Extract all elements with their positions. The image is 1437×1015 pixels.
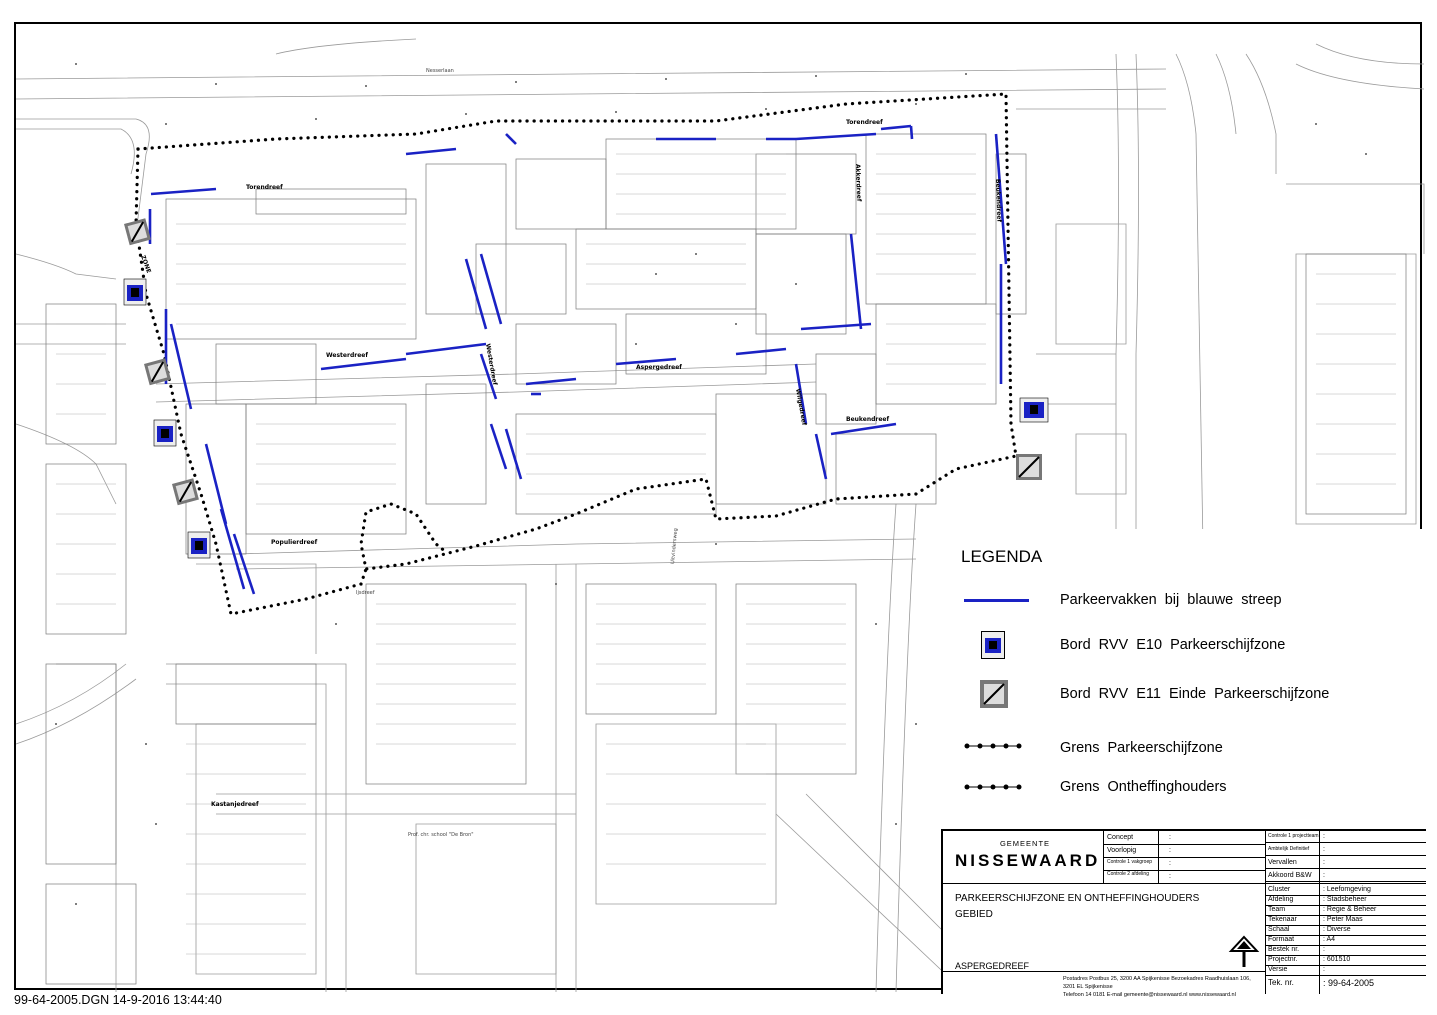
legend-item-zone-boundary: Grens Parkeerschijfzone [1060,740,1223,756]
svg-text:Wilgedreef: Wilgedreef [794,388,808,426]
sign-e11-icon [980,680,1008,708]
svg-text:Uitvindersweg: Uitvindersweg [670,528,680,565]
field-value: : [1323,846,1325,853]
field-value: : [1323,872,1325,879]
field-label: Projectnr. [1268,956,1298,963]
svg-text:Torendreef: Torendreef [246,184,283,191]
field-label: Versie [1268,966,1288,973]
legend-item-e10: Bord RVV E10 Parkeerschijfzone [1060,637,1286,653]
field-label: Akkoord B&W [1268,872,1312,879]
svg-text:Populierdreef: Populierdreef [271,539,318,546]
status-concept: Concept [1107,834,1134,841]
contact-footer: Postadres Postbus 25, 3200 AA Spijkenisse Bezoekadres Raadhuislaan 106, 3201 EL Spijkenisse Telefoon 14 0181 E-mail gemeente@nissewaard.nl www.nissewaard.nl [1063,976,1251,998]
svg-text:Westerdreef: Westerdreef [326,352,368,359]
field-value: : Stadsbeheer [1323,896,1367,903]
svg-text:ZONE: ZONE [139,254,153,275]
area-name: ASPERGEDREEF [955,961,1030,971]
legend-item-parking: Parkeervakken bij blauwe streep [1060,592,1282,608]
field-label: Team [1268,906,1286,913]
field-divider [1265,855,1426,856]
field-divider [1265,842,1426,843]
file-stamp: 99-64-2005.DGN 14-9-2016 13:44:40 [14,993,222,1007]
field-value: : Diverse [1323,926,1351,933]
field-label: Vervallen [1268,859,1297,866]
org-logo: GEMEENTE NISSEWAARD [955,839,1101,870]
map-frame [14,22,1422,998]
legend-item-e11: Bord RVV E11 Einde Parkeerschijfzone [1060,686,1330,702]
svg-text:Beukendreef: Beukendreef [994,178,1003,223]
svg-text:Nesserlaan: Nesserlaan [426,68,454,74]
field-divider [1265,975,1426,976]
field-value: : 99-64-2005 [1323,978,1375,988]
svg-text:Kastanjedreef: Kastanjedreef [211,801,259,808]
field-label: Ambtelijk Definitief [1268,846,1310,852]
svg-text:Aspergedreef: Aspergedreef [636,364,682,371]
dotted-line-icon [964,741,1024,751]
field-divider [1265,868,1426,869]
signs-e11 [124,218,1042,505]
field-label: Bestek nr. [1268,946,1300,953]
field-value: : [1323,833,1325,840]
blue-line-icon [964,599,1029,602]
plan-title: PARKEERSCHIJFZONE EN ONTHEFFINGHOUDERS GEBIED [955,893,1200,920]
field-value: : A4 [1323,936,1336,943]
field-label: Formaat [1268,936,1295,943]
field-label: Schaal [1268,926,1290,933]
svg-text:Torendreef: Torendreef [846,119,883,126]
sign-e10-icon [981,631,1005,659]
field-value: : 601510 [1323,956,1351,963]
boundary-line-dots [138,94,1016,569]
field-divider [1265,965,1426,966]
status-controle2: Controle 2 afdeling [1107,871,1149,877]
field-label: Afdeling [1268,896,1294,903]
title-block: GEMEENTE NISSEWAARD Concept Voorlopig Controle 1 vakgroep Controle 2 afdeling : : : : Controle 1 projectteam : Ambtelijk Definitief : Vervallen : Akkoord B&W : Cluster : Leefomgeving Afdeling : Stadsbeheer Team : Regie & Beheer Tekenaar : Peter Maas Schaal : Diverse Formaat : A4 Bestek nr. : Projectnr. : 601510 Versie : Tek. nr. : 99-64-2005 PARKEERSCHIJFZONE EN ONTHEFFINGHOUDERS GEBIED ASPERGEDREEF Postadres Postbus 25, 3200 AA Spijkenisse Bezoekadres Raadhuislaan 106, 3201 EL Spijkenisse Telefoon 14 0181 E-mail gemeente@nissewaard.nl www.nissewaard.nl [941,829,1426,994]
field-label: Cluster [1268,886,1291,893]
svg-text:Beukendreef: Beukendreef [846,416,890,423]
field-label: Controle 1 projectteam [1268,833,1319,839]
status-voorlopig: Voorlopig [1107,847,1137,854]
svg-text:Akkerdreef: Akkerdreef [854,163,863,202]
parking-lines [150,126,1006,594]
north-arrow-icon [1229,935,1259,969]
status-controle1: Controle 1 vakgroep [1107,859,1153,865]
field-value: : [1323,966,1325,973]
field-value: : Leefomgeving [1323,886,1371,893]
field-value: : Peter Maas [1323,916,1363,923]
field-value: : Regie & Beheer [1323,906,1377,913]
dotted-line-icon [964,782,1024,792]
boundary-line [138,94,1016,569]
field-label: Tekenaar [1268,916,1297,923]
field-value: : [1323,946,1325,953]
signs-e10 [124,279,1048,558]
svg-text:Westerdreef: Westerdreef [484,343,499,386]
field-value: : [1323,859,1325,866]
field-label: Tek. nr. [1268,978,1294,987]
svg-text:Prof. chr. school "De Bron": Prof. chr. school "De Bron" [408,832,474,838]
legend-title: LEGENDA [961,547,1043,566]
field-divider [1265,881,1426,882]
svg-text:Ijsdreef: Ijsdreef [356,590,375,596]
street-labels [139,68,1002,838]
legend-item-exemption-boundary: Grens Ontheffinghouders [1060,779,1227,795]
